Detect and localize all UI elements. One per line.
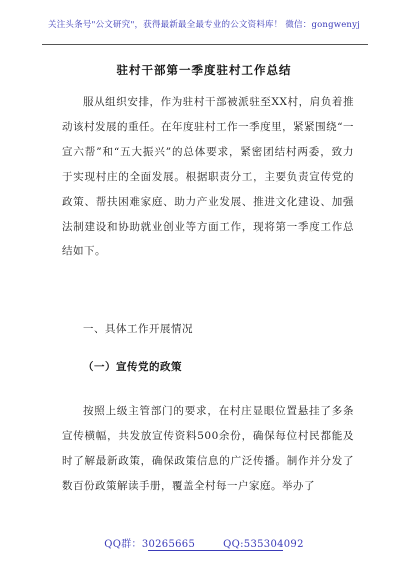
footer-contact	[0, 535, 408, 550]
intro-paragraph: 服从组织安排，作为驻村干部被派驻至XX村，肩负着推动该村发展的重任。在年度驻村工作一季度里，紧紧围绕“一宣六帮”和“五大振兴”的总体要求，紧密团结村两委，致力于实现村庄的全面发展。根据职责分工，主要负责宣传党的政策、帮扶困难家庭、助力产业发展、推进文化建设、加强法制建设和协助就业创业等方面工作，现将第一季度工作总结如下。	[62, 96, 354, 258]
footer-underline	[148, 550, 283, 551]
footer-qq-group: QQ群：30265665	[104, 539, 196, 550]
footer-qq: QQ:535304092	[223, 539, 304, 550]
subsection-heading: （一）宣传党的政策	[83, 361, 182, 373]
header-divider	[42, 44, 368, 45]
body-paragraph: 按照上级主管部门的要求，在村庄显眼位置悬挂了多条宣传横幅，共发放宣传资料500余份，确保每位村民都能及时了解最新政策，确保政策信息的广泛传播。制作并分发了数百份政策解读手册，覆盖全村每一户家庭。举办了	[62, 405, 354, 492]
section-heading: 一、具体工作开展情况	[83, 323, 193, 335]
header-notice: 关注头条号"公文研究"，获得最新最全最专业的公文资料库！ 微信：gongwenyj	[48, 20, 360, 30]
document-title: 驻村干部第一季度驻村工作总结	[116, 63, 292, 77]
